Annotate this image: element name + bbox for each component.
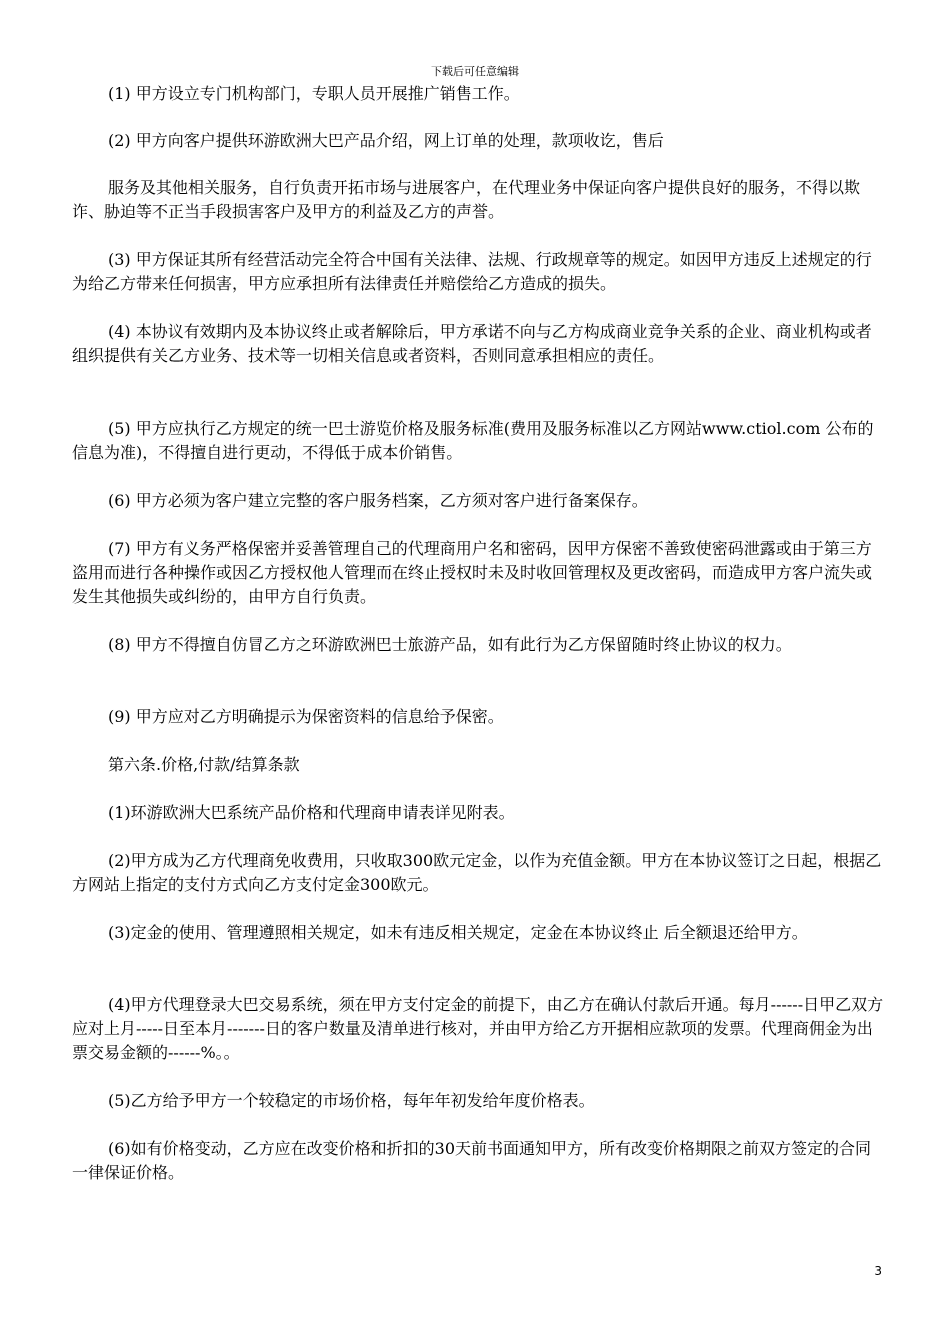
payment-clause-5: (5)乙方给予甲方一个较稳定的市场价格，每年年初发给年度价格表。 [108,1091,595,1110]
clause-6: (6) 甲方必须为客户建立完整的客户服务档案，乙方须对客户进行备案保存。 [108,491,648,510]
clause-4: (4) 本协议有效期内及本协议终止或者解除后，甲方承诺不向与乙方构成商业竞争关系的企业、商业机构或者组织提供有关乙方业务、技术等一切相关信息或者资料，否则同意承担相应的责任。 [72,322,872,365]
clause-3: (3) 甲方保证其所有经营活动完全符合中国有关法律、法规、行政规章等的规定。如因甲方违反上述规定的行为给乙方带来任何损害，甲方应承担所有法律责任并赔偿给乙方造成的损失。 [72,250,872,293]
payment-clause-6: (6)如有价格变动，乙方应在改变价格和折扣的30天前书面通知甲方，所有改变价格期限之前双方签定的合同一律保证价格。 [72,1139,872,1182]
payment-clause-1: (1)环游欧洲大巴系统产品价格和代理商申请表详见附表。 [108,803,515,822]
clause-2-continued: 服务及其他相关服务，自行负责开拓市场与进展客户，在代理业务中保证向客户提供良好的服务，不得以欺诈、胁迫等不正当手段损害客户及甲方的利益及乙方的声誉。 [72,178,861,221]
payment-clause-3: (3)定金的使用、管理遵照相关规定，如未有违反相关规定，定金在本协议终止 后全额退还给甲方。 [108,923,808,942]
payment-clause-4: (4)甲方代理登录大巴交易系统，须在甲方支付定金的前提下，由乙方在确认付款后开通。每月------日甲乙双方应对上月-----日至本月-------日的客户数量及清单进行核对，并由甲方给乙方开据相应款项的发票。代理商佣金为出票交易金额的------%。。 [72,995,884,1062]
clause-7: (7) 甲方有义务严格保密并妥善管理自己的代理商用户名和密码，因甲方保密不善致使密码泄露或由于第三方盗用而进行各种操作或因乙方授权他人管理而在终止授权时未及时收回管理权及更改密码，而造成甲方客户流失或发生其他损失或纠纷的，由甲方自行负责。 [72,539,873,606]
page-number: 3 [874,1264,882,1278]
clause-1: (1) 甲方设立专门机构部门，专职人员开展推广销售工作。 [108,84,520,103]
clause-2: (2) 甲方向客户提供环游欧洲大巴产品介绍，网上订单的处理，款项收讫，售后 [108,131,664,150]
clause-9: (9) 甲方应对乙方明确提示为保密资料的信息给予保密。 [108,707,504,726]
clause-8: (8) 甲方不得擅自仿冒乙方之环游欧洲巴士旅游产品，如有此行为乙方保留随时终止协议的权力。 [108,635,792,654]
section-heading: 第六条.价格,付款/结算条款 [108,755,300,774]
payment-clause-2: (2)甲方成为乙方代理商免收费用，只收取300欧元定金，以作为充值金额。甲方在本协议签订之日起，根据乙方网站上指定的支付方式向乙方支付定金300欧元。 [72,851,882,894]
page-header: 下载后可任意编辑 [431,65,519,78]
clause-5: (5) 甲方应执行乙方规定的统一巴士游览价格及服务标准(费用及服务标准以乙方网站www.ctiol.com 公布的信息为准)，不得擅自进行更动，不得低于成本价销售。 [72,419,874,462]
